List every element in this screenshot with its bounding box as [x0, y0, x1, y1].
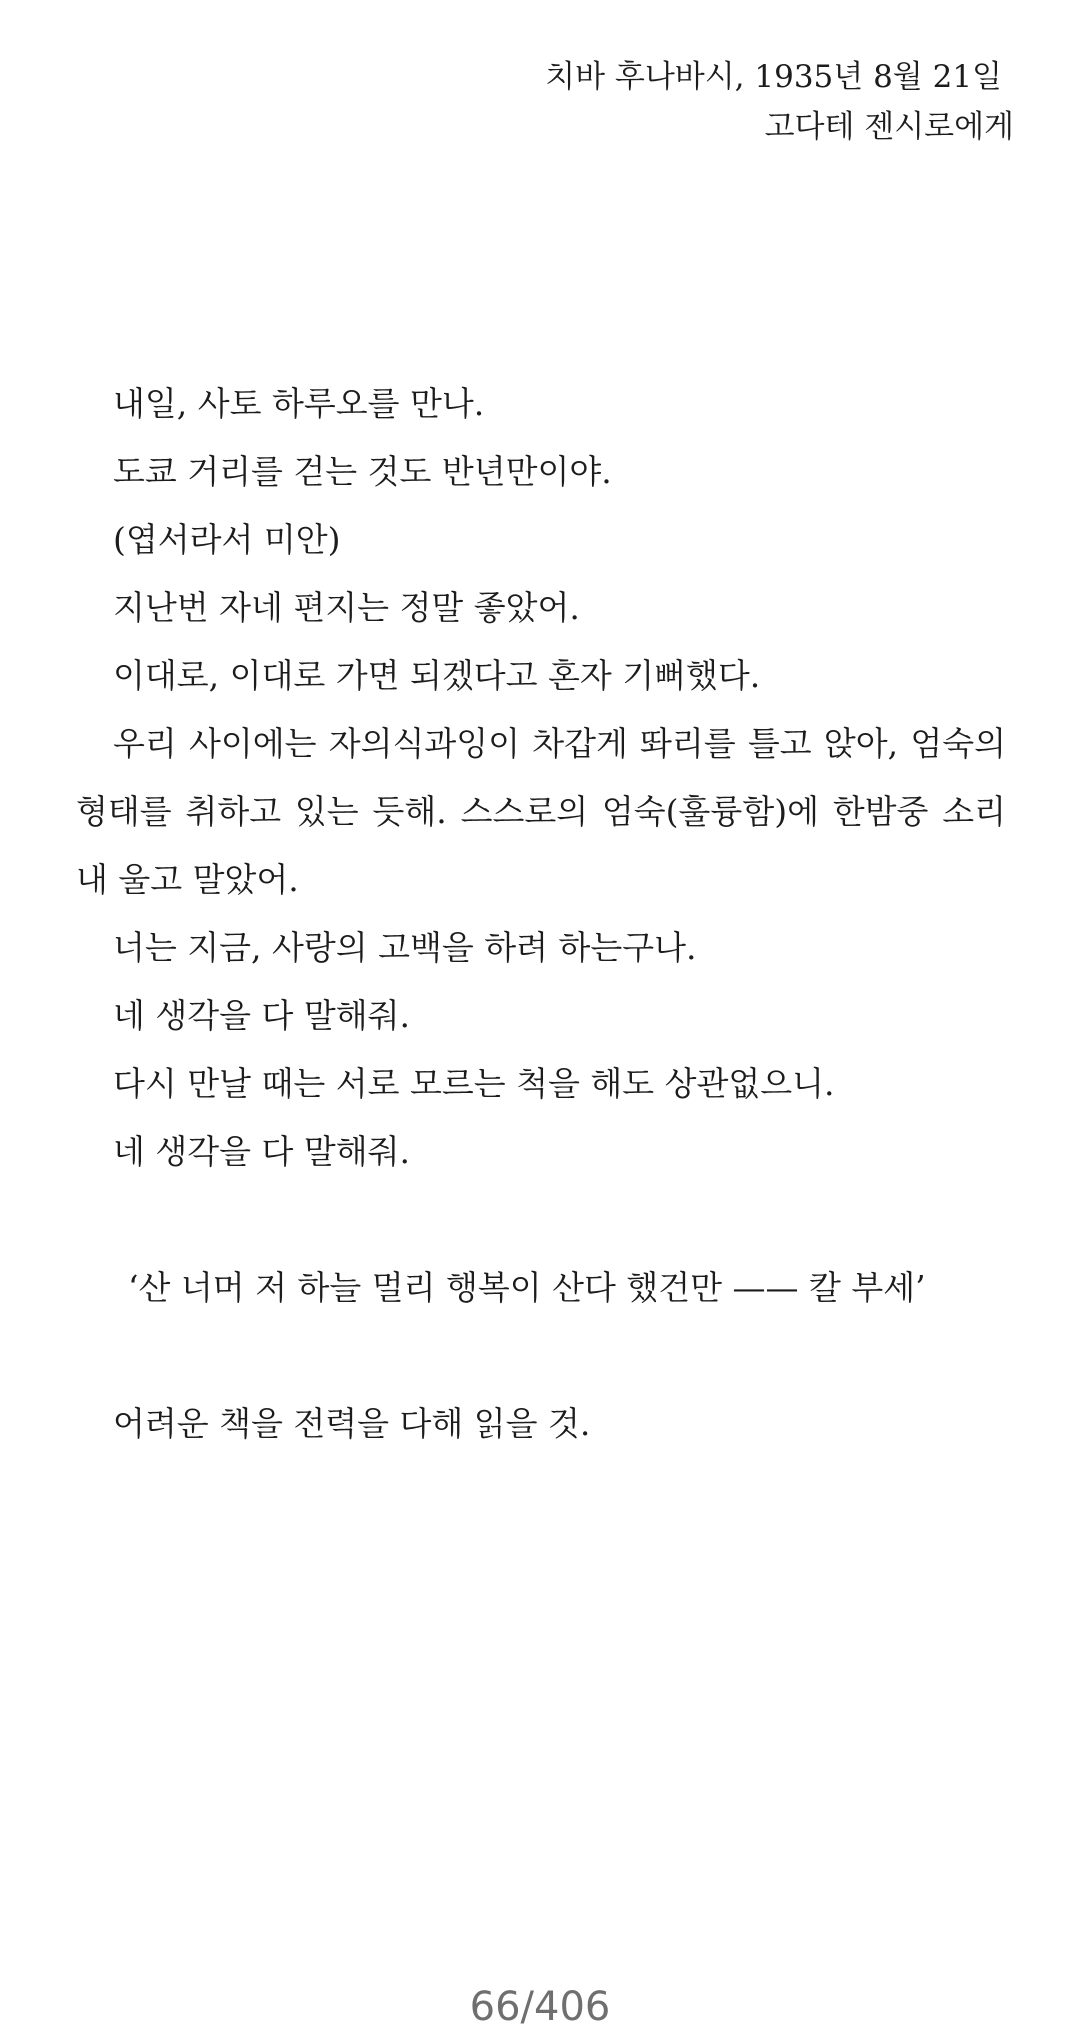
paragraph: 다시 만날 때는 서로 모르는 척을 해도 상관없으니. [113, 1064, 835, 1103]
paragraph: 네 생각을 다 말해줘. [113, 1132, 410, 1171]
letter-place-date: 치바 후나바시, 1935년 8월 21일 [545, 59, 1002, 95]
blank-line [76, 1186, 1006, 1254]
page-number: 66/406 [469, 1984, 611, 2030]
paragraph: 네 생각을 다 말해줘. [113, 996, 410, 1035]
closing-paragraph: 어려운 책을 전력을 다해 읽을 것. [113, 1404, 591, 1443]
letter-header [302, 52, 1014, 152]
quote-line: ‘산 너머 저 하늘 멀리 행복이 산다 했건만 —— 칼 부세’ [128, 1268, 926, 1307]
paragraph: (엽서라서 미안) [113, 520, 341, 559]
letter-body [76, 370, 1006, 1458]
blank-line [76, 1322, 1006, 1390]
paragraph: 이대로, 이대로 가면 되겠다고 혼자 기뻐했다. [113, 656, 761, 695]
paragraph: 내일, 사토 하루오를 만나. [113, 384, 485, 423]
paragraph: 지난번 자네 편지는 정말 좋았어. [113, 588, 580, 627]
paragraph: 도쿄 거리를 걷는 것도 반년만이야. [113, 452, 612, 491]
paragraph: 너는 지금, 사랑의 고백을 하려 하는구나. [113, 928, 697, 967]
paragraph: 우리 사이에는 자의식과잉이 차갑게 똬리를 틀고 앉아, 엄숙의 형태를 취하고 있는 듯해. 스스로의 엄숙(훌륭함)에 한밤중 소리 내 울고 말았어. [76, 724, 1006, 899]
letter-recipient: 고다테 젠시로에게 [764, 109, 1014, 145]
